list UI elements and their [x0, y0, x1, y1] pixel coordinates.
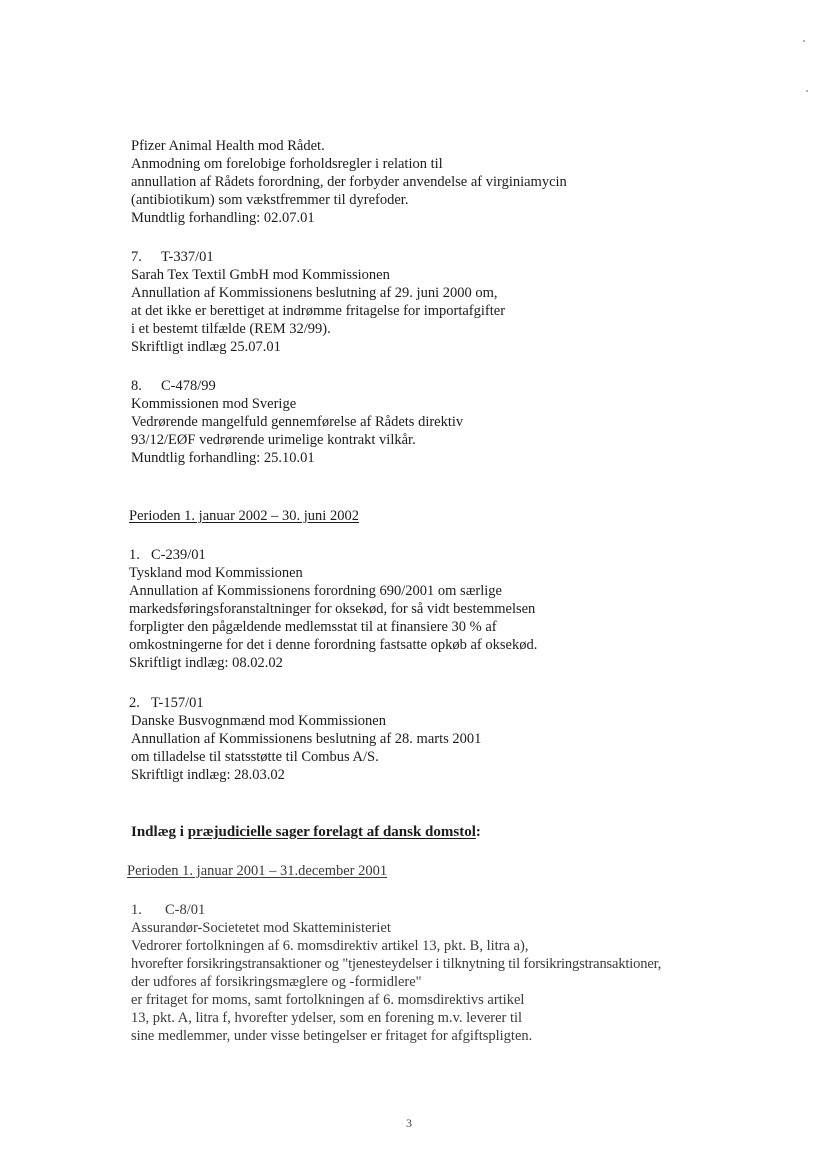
page-number: 3: [406, 1116, 412, 1130]
item-7-line-1: Sarah Tex Textil GmbH mod Kommissionen: [131, 267, 390, 283]
item-2002-1-line-1: Tyskland mod Kommissionen: [129, 565, 303, 581]
section-heading-suffix: :: [475, 824, 481, 840]
pfizer-line-1: Pfizer Animal Health mod Rådet.: [131, 138, 325, 154]
item-8-line-1: Kommissionen mod Sverige: [131, 396, 297, 412]
section-heading-prefix: Indlæg i: [131, 824, 188, 840]
item-7-number: 7.: [131, 249, 142, 265]
item-2002-2-line-1: Danske Busvognmænd mod Kommissionen: [131, 713, 386, 729]
item-2002-1-line-5: omkostningerne for det i denne forordning fastsatte opkøb af oksekød.: [129, 637, 538, 653]
item-2001-1-line-4: der udfores af forsikringsmæglere og -formidlere": [131, 974, 422, 990]
period-2001-heading: Perioden 1. januar 2001 – 31.december 2001: [127, 863, 388, 879]
item-2001-1-number: 1.: [131, 902, 142, 918]
item-2001-1-line-5: er fritaget for moms, samt fortolkningen af 6. momsdirektivs artikel: [131, 992, 525, 1008]
item-2001-1-line-2: Vedrorer fortolkningen af 6. momsdirektiv artikel 13, pkt. B, litra a),: [131, 938, 529, 954]
item-8-line-4: Mundtlig forhandling: 25.10.01: [131, 450, 315, 466]
item-2001-1-line-7: sine medlemmer, under visse betingelser er fritaget for afgiftspligten.: [131, 1028, 533, 1044]
item-2002-1-case: C-239/01: [151, 547, 206, 563]
item-2001-1-line-1: Assurandør-Societetet mod Skatteministeriet: [131, 920, 391, 936]
pfizer-line-4: (antibiotikum) som vækstfremmer til dyrefoder.: [131, 192, 409, 208]
scan-speck: [806, 90, 808, 92]
item-2001-1-case: C-8/01: [165, 902, 206, 918]
section-heading-underlined: præjudicielle sager forelagt af dansk domstol: [187, 824, 476, 840]
item-7-case: T-337/01: [161, 249, 214, 265]
item-2002-2-case: T-157/01: [151, 695, 204, 711]
item-7-line-2: Annullation af Kommissionens beslutning af 29. juni 2000 om,: [131, 285, 498, 301]
item-7-line-3: at det ikke er berettiget at indrømme fritagelse for importafgifter: [131, 303, 506, 319]
item-2001-1-line-6: 13, pkt. A, litra f, hvorefter ydelser, som en forening m.v. leverer til: [131, 1010, 523, 1026]
item-2002-2-line-3: om tilladelse til statsstøtte til Combus A/S.: [131, 749, 379, 765]
item-2002-2-number: 2.: [129, 695, 140, 711]
section-heading: [131, 823, 481, 841]
item-8-case: C-478/99: [161, 378, 216, 394]
period-2002-heading: Perioden 1. januar 2002 – 30. juni 2002: [129, 508, 359, 524]
item-8-number: 8.: [131, 378, 142, 394]
item-2002-1-line-2: Annullation af Kommissionens forordning 690/2001 om særlige: [129, 583, 502, 599]
pfizer-line-2: Anmodning om forelobige forholdsregler i relation til: [131, 156, 443, 172]
item-8-line-2: Vedrørende mangelfuld gennemførelse af Rådets direktiv: [131, 414, 464, 430]
item-2002-1-line-3: markedsføringsforanstaltninger for oksekød, for så vidt bestemmelsen: [129, 601, 536, 617]
item-7-line-5: Skriftligt indlæg 25.07.01: [131, 339, 281, 355]
item-8-line-3: 93/12/EØF vedrørende urimelige kontrakt vilkår.: [131, 432, 416, 448]
item-2002-2-line-4: Skriftligt indlæg: 28.03.02: [131, 767, 285, 783]
item-7-line-4: i et bestemt tilfælde (REM 32/99).: [131, 321, 331, 337]
item-2002-1-line-4: forpligter den pågældende medlemsstat til at finansiere 30 % af: [129, 619, 497, 635]
item-2001-1-line-3: hvorefter forsikringstransaktioner og "tjenesteydelser i tilknytning til forsikringstransaktioner,: [131, 956, 662, 972]
pfizer-line-3: annullation af Rådets forordning, der forbyder anvendelse af virginiamycin: [131, 174, 567, 190]
item-2002-1-line-6: Skriftligt indlæg: 08.02.02: [129, 655, 283, 671]
pfizer-line-5: Mundtlig forhandling: 02.07.01: [131, 210, 315, 226]
item-2002-2-line-2: Annullation af Kommissionens beslutning af 28. marts 2001: [131, 731, 482, 747]
item-2002-1-number: 1.: [129, 547, 140, 563]
scan-speck: [803, 40, 805, 42]
